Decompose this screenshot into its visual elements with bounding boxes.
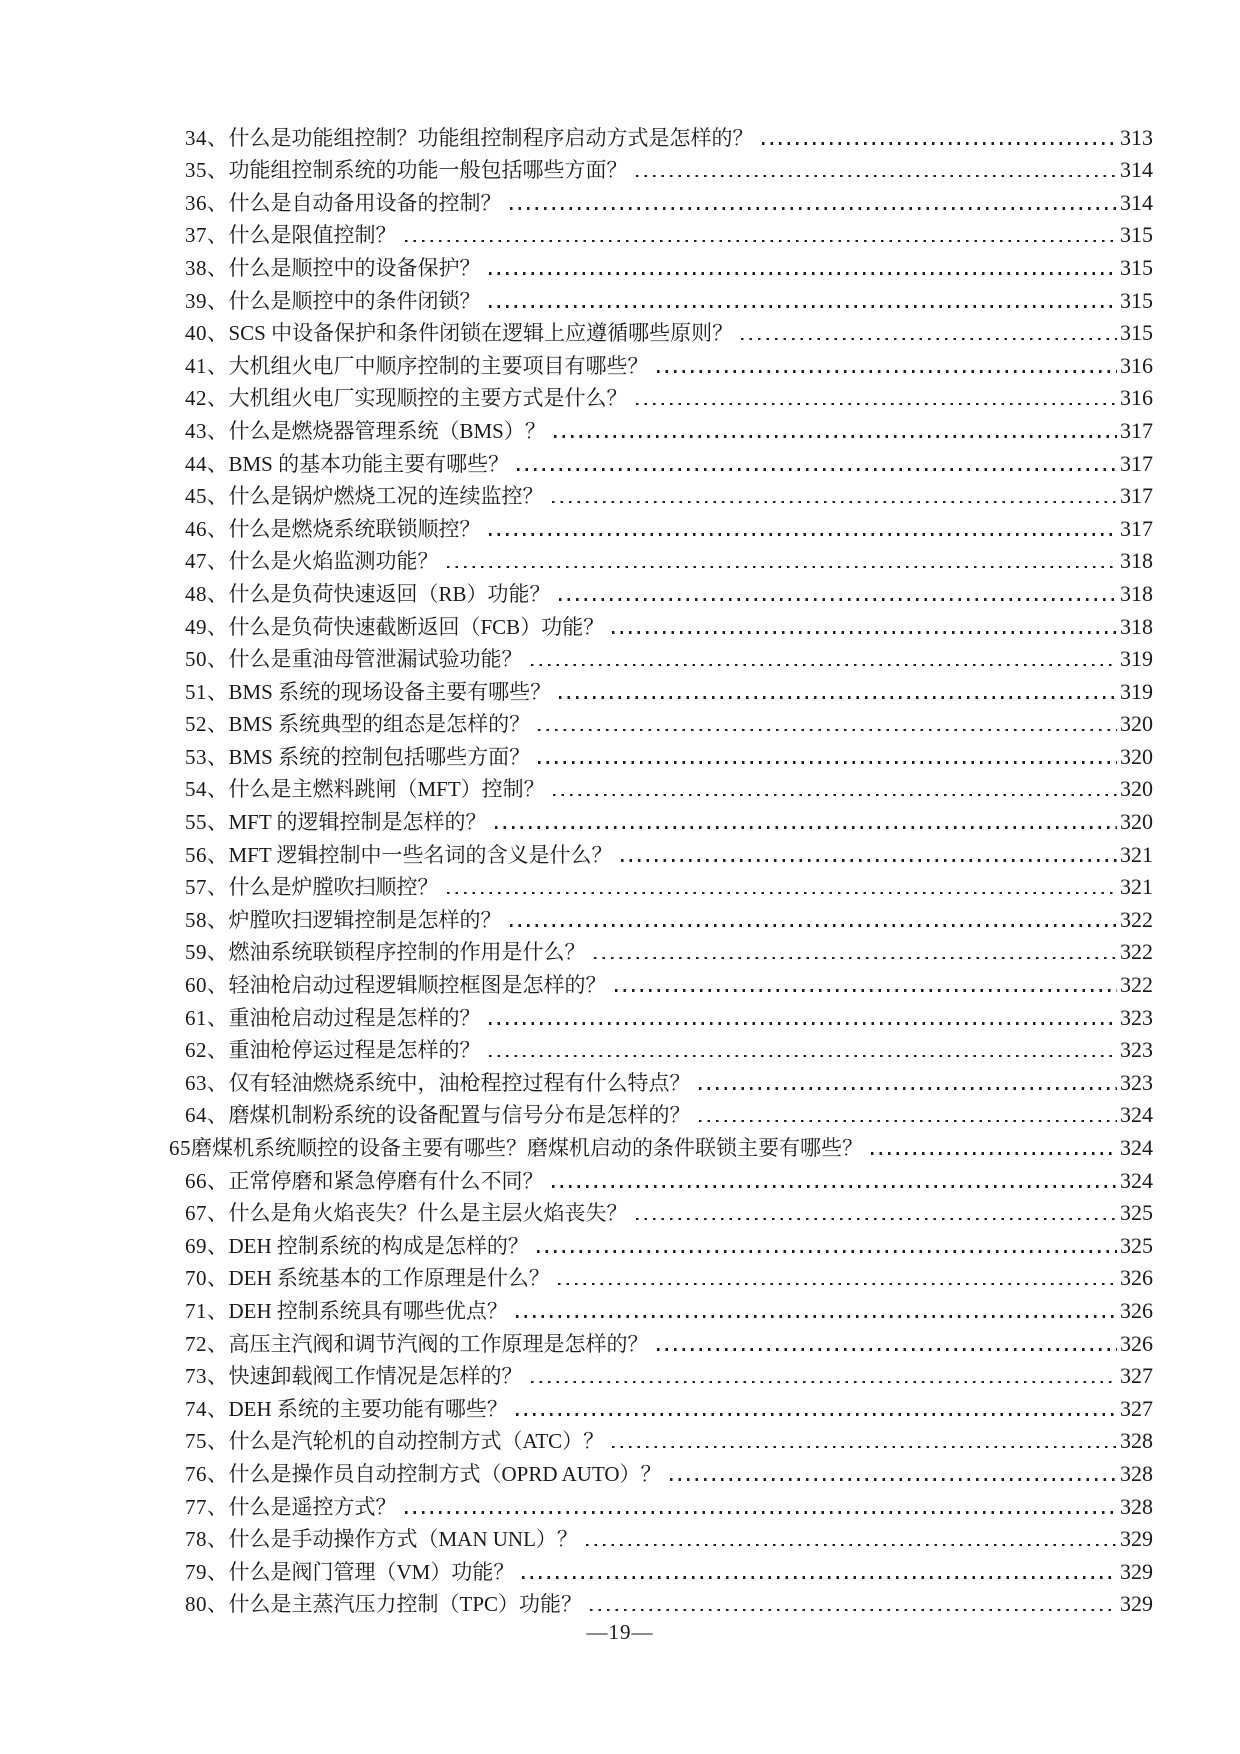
dot-leader xyxy=(447,566,1118,569)
toc-entry-number: 75、 xyxy=(185,1429,229,1454)
toc-entry-page-number: 320 xyxy=(1120,809,1153,835)
dot-leader xyxy=(615,989,1118,992)
toc-entry-page-number: 317 xyxy=(1120,515,1153,541)
toc-entry xyxy=(185,183,1153,216)
toc-entry-page-number: 327 xyxy=(1120,1363,1153,1389)
dot-leader xyxy=(762,142,1118,145)
toc-entry-title: BMS 系统典型的组态是怎样的？ xyxy=(228,712,531,737)
toc-entry-number: 58、 xyxy=(185,907,229,932)
dot-leader xyxy=(510,207,1118,210)
dot-leader xyxy=(670,1478,1117,1481)
toc-entry-title: 什么是功能组控制？功能组控制程序启动方式是怎样的？ xyxy=(228,125,754,150)
toc-entry-number: 51、 xyxy=(185,679,229,704)
toc-entry-title: 磨煤机系统顺控的设备主要有哪些？磨煤机启动的条件联锁主要有哪些？ xyxy=(191,1136,863,1160)
toc-entry-number: 44、 xyxy=(185,451,229,476)
toc-entry-title: 什么是遥控方式？ xyxy=(228,1494,397,1519)
dot-leader xyxy=(531,664,1118,667)
footer-page-number: —19— xyxy=(586,1620,654,1644)
toc-entry-page-number: 317 xyxy=(1120,417,1153,443)
dot-leader xyxy=(489,305,1118,308)
toc-entry xyxy=(185,1161,1153,1194)
toc-entry-page-number: 318 xyxy=(1120,548,1153,574)
dot-leader xyxy=(531,1381,1118,1384)
dot-leader xyxy=(517,468,1117,471)
toc-entry-page-number: 315 xyxy=(1120,287,1153,313)
toc-entry-title: BMS 的基本功能主要有哪些？ xyxy=(228,451,510,476)
toc-entry-title: 什么是主蒸汽压力控制（TPC）功能？ xyxy=(228,1592,583,1617)
toc-entry xyxy=(185,444,1153,477)
toc-entry-number: 53、 xyxy=(185,744,229,769)
toc-entry-page-number: 319 xyxy=(1120,678,1153,704)
toc-entry-page-number: 317 xyxy=(1120,483,1153,509)
toc-entry-page-number: 322 xyxy=(1120,972,1153,998)
toc-entry-number: 46、 xyxy=(185,516,229,541)
dot-leader xyxy=(447,892,1118,895)
toc-entry-page-number: 328 xyxy=(1120,1428,1153,1454)
toc-entry-page-number: 327 xyxy=(1120,1395,1153,1421)
toc-entry xyxy=(185,314,1153,347)
toc-entry xyxy=(185,835,1153,868)
toc-entry-number: 80、 xyxy=(185,1592,229,1617)
toc-entry-title: 炉膛吹扫逻辑控制是怎样的？ xyxy=(228,907,502,932)
toc-entry-number: 45、 xyxy=(185,484,229,509)
toc-entry xyxy=(185,118,1153,151)
toc-entry-number: 35、 xyxy=(185,158,229,183)
toc-entry-page-number: 324 xyxy=(1120,1135,1153,1160)
dot-leader xyxy=(552,1185,1118,1188)
toc-entry xyxy=(185,672,1153,705)
toc-entry xyxy=(185,281,1153,314)
toc-entry xyxy=(185,802,1153,835)
toc-entry xyxy=(185,248,1153,281)
toc-entry xyxy=(185,607,1153,640)
dot-leader xyxy=(553,794,1117,797)
toc-entry-page-number: 319 xyxy=(1120,646,1153,672)
toc-entry-title: 重油枪停运过程是怎样的？ xyxy=(228,1038,481,1063)
toc-entry-title: MFT 的逻辑控制是怎样的？ xyxy=(228,810,487,835)
toc-entry-title: 什么是炉膛吹扫顺控？ xyxy=(228,875,439,900)
toc-entry xyxy=(185,900,1153,933)
toc-entry xyxy=(185,346,1153,379)
dot-leader xyxy=(489,533,1118,536)
toc-entry-number: 42、 xyxy=(185,386,229,411)
toc-entry-title: 什么是锅炉燃烧工况的连续监控？ xyxy=(228,484,544,509)
toc-entry xyxy=(185,933,1153,966)
toc-entry-title: 轻油枪启动过程逻辑顺控框图是怎样的？ xyxy=(228,973,607,998)
toc-entry-title: 什么是操作员自动控制方式（OPRD AUTO）？ xyxy=(228,1461,662,1486)
toc-entry-page-number: 325 xyxy=(1120,1200,1153,1226)
toc-entry-page-number: 314 xyxy=(1120,189,1153,215)
toc-entry-page-number: 321 xyxy=(1120,841,1153,867)
toc-entry-page-number: 323 xyxy=(1120,1069,1153,1095)
dot-leader xyxy=(590,1609,1117,1612)
toc-entry-title: DEH 控制系统的构成是怎样的？ xyxy=(228,1233,529,1258)
dot-leader xyxy=(657,370,1118,373)
toc-entry-number: 78、 xyxy=(185,1527,229,1552)
toc-entry xyxy=(185,1389,1153,1422)
toc-entry xyxy=(185,640,1153,673)
toc-entry-title: 什么是燃烧系统联锁顺控？ xyxy=(228,516,481,541)
toc-entry xyxy=(185,1487,1153,1520)
toc-entry-number: 60、 xyxy=(185,973,229,998)
toc-entry-page-number: 321 xyxy=(1120,874,1153,900)
dot-leader xyxy=(516,1413,1117,1416)
dot-leader xyxy=(538,729,1117,732)
toc-entry-title: 什么是主燃料跳闸（MFT）控制？ xyxy=(228,777,545,802)
toc-entry xyxy=(185,965,1153,998)
toc-entry-page-number: 316 xyxy=(1120,352,1153,378)
toc-entry-page-number: 316 xyxy=(1120,385,1153,411)
toc-entry-number: 76、 xyxy=(185,1461,229,1486)
toc-entry-title: 什么是火焰监测功能？ xyxy=(228,549,439,574)
toc-entry-number: 54、 xyxy=(185,777,229,802)
toc-entry-title: BMS 系统的控制包括哪些方面？ xyxy=(228,744,531,769)
toc-entry-title: 重油枪启动过程是怎样的？ xyxy=(228,1005,481,1030)
toc-entry xyxy=(185,1259,1153,1292)
toc-entry-number: 49、 xyxy=(185,614,229,639)
toc-entry xyxy=(185,574,1153,607)
dot-leader xyxy=(405,1511,1118,1514)
toc-entry-page-number: 320 xyxy=(1120,711,1153,737)
dot-leader xyxy=(554,435,1117,438)
toc-entry-page-number: 329 xyxy=(1120,1526,1153,1552)
dot-leader xyxy=(489,272,1118,275)
toc-entry-title: 大机组火电厂中顺序控制的主要项目有哪些？ xyxy=(228,353,649,378)
dot-leader xyxy=(612,1446,1117,1449)
toc-entry-page-number: 328 xyxy=(1120,1493,1153,1519)
dot-leader xyxy=(657,1348,1118,1351)
dot-leader xyxy=(621,859,1117,862)
toc-entry xyxy=(185,1422,1153,1455)
toc-entry-page-number: 318 xyxy=(1120,613,1153,639)
toc-entry xyxy=(185,770,1153,803)
toc-entry xyxy=(185,1194,1153,1227)
dot-leader xyxy=(741,338,1117,341)
toc-entry-number: 64、 xyxy=(185,1103,229,1128)
toc-entry-title: 仅有轻油燃烧系统中，油枪程控过程有什么特点？ xyxy=(228,1070,691,1095)
toc-entry-page-number: 328 xyxy=(1120,1460,1153,1486)
toc-entry-page-number: 329 xyxy=(1120,1591,1153,1617)
toc-entry-page-number: 325 xyxy=(1120,1232,1153,1258)
toc-entry-title: 什么是顺控中的设备保护？ xyxy=(228,255,481,280)
toc-entry xyxy=(185,1552,1153,1585)
toc-entry-title: MFT 逻辑控制中一些名词的含义是什么？ xyxy=(228,842,613,867)
toc-list xyxy=(169,118,1153,1617)
toc-entry-title: 高压主汽阀和调节汽阀的工作原理是怎样的？ xyxy=(228,1331,649,1356)
dot-leader xyxy=(586,1544,1117,1547)
toc-entry-title: DEH 系统的主要功能有哪些？ xyxy=(228,1396,508,1421)
toc-entry-number: 57、 xyxy=(185,875,229,900)
dot-leader xyxy=(559,598,1117,601)
toc-entry xyxy=(185,1096,1153,1129)
dot-leader xyxy=(489,1022,1118,1025)
toc-entry-number: 73、 xyxy=(185,1364,229,1389)
toc-entry-page-number: 314 xyxy=(1120,157,1153,183)
toc-entry-number: 74、 xyxy=(185,1396,229,1421)
toc-entry-page-number: 324 xyxy=(1120,1102,1153,1128)
toc-entry-title: 什么是汽轮机的自动控制方式（ATC）？ xyxy=(228,1429,605,1454)
dot-leader xyxy=(552,501,1118,504)
toc-entry-page-number: 317 xyxy=(1120,450,1153,476)
toc-entry xyxy=(185,1585,1153,1618)
toc-entry-number: 61、 xyxy=(185,1005,229,1030)
toc-entry-title: 什么是负荷快速截断返回（FCB）功能？ xyxy=(228,614,605,639)
dot-leader xyxy=(636,175,1118,178)
toc-entry-page-number: 320 xyxy=(1120,743,1153,769)
toc-entry-number: 79、 xyxy=(185,1559,229,1584)
toc-entry-title: DEH 控制系统具有哪些优点？ xyxy=(228,1298,508,1323)
toc-entry-number: 66、 xyxy=(185,1168,229,1193)
dot-leader xyxy=(594,957,1118,960)
toc-entry-number: 63、 xyxy=(185,1070,229,1095)
toc-entry-number: 77、 xyxy=(185,1494,229,1519)
toc-entry-title: 什么是燃烧器管理系统（BMS）？ xyxy=(228,418,546,443)
dot-leader xyxy=(537,1250,1117,1253)
toc-entry-title: 燃油系统联锁程序控制的作用是什么？ xyxy=(228,940,586,965)
toc-entry-page-number: 323 xyxy=(1120,1037,1153,1063)
toc-entry xyxy=(169,1128,1153,1161)
toc-entry-number: 39、 xyxy=(185,288,229,313)
toc-entry-number: 34、 xyxy=(185,125,229,150)
toc-entry-number: 72、 xyxy=(185,1331,229,1356)
toc-entry xyxy=(185,1291,1153,1324)
toc-entry-page-number: 320 xyxy=(1120,776,1153,802)
toc-entry xyxy=(185,1031,1153,1064)
toc-entry xyxy=(185,411,1153,444)
toc-entry-title: BMS 系统的现场设备主要有哪些？ xyxy=(228,679,552,704)
toc-entry xyxy=(185,542,1153,575)
toc-entry xyxy=(185,1063,1153,1096)
page-footer xyxy=(0,1620,1240,1645)
toc-entry-page-number: 323 xyxy=(1120,1004,1153,1030)
toc-entry xyxy=(185,705,1153,738)
dot-leader xyxy=(495,826,1117,829)
toc-entry-title: 什么是限值控制？ xyxy=(228,223,397,248)
toc-entry xyxy=(185,509,1153,542)
toc-entry xyxy=(185,1520,1153,1553)
toc-entry-number: 43、 xyxy=(185,418,229,443)
toc-entry-title: 什么是手动操作方式（MAN UNL）？ xyxy=(228,1527,578,1552)
toc-entry-number: 62、 xyxy=(185,1038,229,1063)
dot-leader xyxy=(516,1315,1117,1318)
toc-entry xyxy=(185,868,1153,901)
toc-entry-title: 什么是负荷快速返回（RB）功能？ xyxy=(228,581,551,606)
toc-entry-title: 正常停磨和紧急停磨有什么不同？ xyxy=(228,1168,544,1193)
dot-leader xyxy=(405,240,1118,243)
toc-entry-number: 47、 xyxy=(185,549,229,574)
dot-leader xyxy=(699,1120,1118,1123)
toc-entry-title: 快速卸载阀工作情况是怎样的？ xyxy=(228,1364,523,1389)
dot-leader xyxy=(489,1055,1118,1058)
toc-entry-number: 67、 xyxy=(185,1201,229,1226)
toc-entry xyxy=(185,1226,1153,1259)
toc-entry-page-number: 315 xyxy=(1120,222,1153,248)
toc-entry-title: DEH 系统基本的工作原理是什么？ xyxy=(228,1266,550,1291)
toc-entry-page-number: 329 xyxy=(1120,1558,1153,1584)
toc-entry-page-number: 322 xyxy=(1120,939,1153,965)
toc-entry xyxy=(185,998,1153,1031)
toc-entry-number: 65 xyxy=(169,1136,191,1160)
toc-entry-page-number: 326 xyxy=(1120,1330,1153,1356)
toc-entry-number: 55、 xyxy=(185,810,229,835)
toc-entry xyxy=(185,737,1153,770)
dot-leader xyxy=(558,1283,1117,1286)
toc-entry-page-number: 313 xyxy=(1120,124,1153,150)
dot-leader xyxy=(559,696,1117,699)
dot-leader xyxy=(538,761,1117,764)
toc-entry-page-number: 322 xyxy=(1120,906,1153,932)
toc-entry-title: 什么是顺控中的条件闭锁？ xyxy=(228,288,481,313)
toc-entry xyxy=(185,477,1153,510)
dot-leader xyxy=(612,631,1117,634)
toc-entry xyxy=(185,1357,1153,1390)
toc-entry-title: 什么是自动备用设备的控制？ xyxy=(228,190,502,215)
dot-leader xyxy=(636,1218,1118,1221)
dot-leader xyxy=(636,403,1118,406)
toc-entry-number: 40、 xyxy=(185,321,229,346)
toc-entry xyxy=(185,151,1153,184)
dot-leader xyxy=(510,924,1118,927)
toc-entry-title: 磨煤机制粉系统的设备配置与信号分布是怎样的？ xyxy=(228,1103,691,1128)
toc-entry-title: SCS 中设备保护和条件闭锁在逻辑上应遵循哪些原则？ xyxy=(228,321,734,346)
toc-entry-page-number: 326 xyxy=(1120,1297,1153,1323)
toc-entry-page-number: 326 xyxy=(1120,1265,1153,1291)
toc-entry-title: 什么是阀门管理（VM）功能？ xyxy=(228,1559,515,1584)
toc-entry-number: 52、 xyxy=(185,712,229,737)
toc-entry-title: 什么是角火焰丧失？什么是主层火焰丧失？ xyxy=(228,1201,628,1226)
dot-leader xyxy=(699,1087,1118,1090)
toc-entry-page-number: 318 xyxy=(1120,580,1153,606)
toc-entry-number: 37、 xyxy=(185,223,229,248)
toc-entry xyxy=(185,1324,1153,1357)
toc-entry-number: 59、 xyxy=(185,940,229,965)
toc-entry-number: 50、 xyxy=(185,647,229,672)
toc-entry-title: 功能组控制系统的功能一般包括哪些方面？ xyxy=(228,158,628,183)
toc-entry xyxy=(185,379,1153,412)
toc-entry-page-number: 324 xyxy=(1120,1167,1153,1193)
toc-entry-number: 70、 xyxy=(185,1266,229,1291)
toc-entry-number: 41、 xyxy=(185,353,229,378)
dot-leader xyxy=(522,1576,1117,1579)
toc-entry-number: 69、 xyxy=(185,1233,229,1258)
dot-leader xyxy=(871,1152,1117,1155)
toc-entry xyxy=(185,216,1153,249)
toc-entry-title: 大机组火电厂实现顺控的主要方式是什么？ xyxy=(228,386,628,411)
toc-entry-number: 71、 xyxy=(185,1298,229,1323)
toc-entry xyxy=(185,1454,1153,1487)
toc-entry-page-number: 315 xyxy=(1120,254,1153,280)
toc-entry-number: 36、 xyxy=(185,190,229,215)
toc-entry-page-number: 315 xyxy=(1120,320,1153,346)
toc-entry-title: 什么是重油母管泄漏试验功能？ xyxy=(228,647,523,672)
toc-entry-number: 38、 xyxy=(185,255,229,280)
toc-entry-number: 48、 xyxy=(185,581,229,606)
toc-entry-number: 56、 xyxy=(185,842,229,867)
